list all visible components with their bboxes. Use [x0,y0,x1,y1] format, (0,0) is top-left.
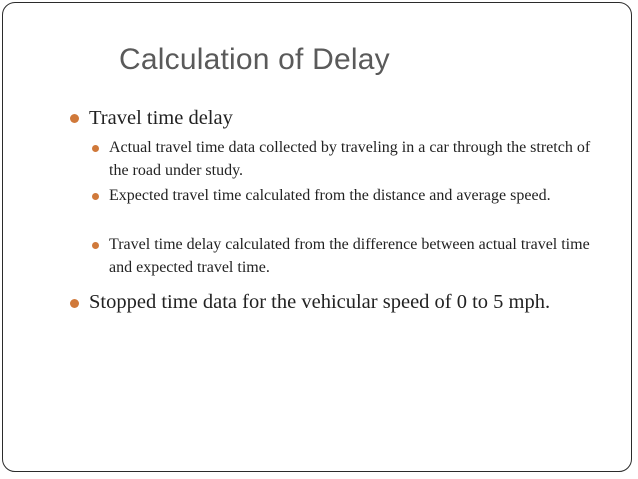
sub-bullet-travel-time-delay-calc: Travel time delay calculated from the difference between actual travel time and expected travel time. [109,236,590,276]
slide-title: Calculation of Delay [119,43,390,76]
sub-bullet-dot-icon [92,193,99,200]
bullet-stopped-time: Stopped time data for the vehicular speed of 0 to 5 mph. [89,291,551,313]
sub-bullet-actual-travel-time: Actual travel time data collected by traveling in a car through the stretch of the road under study. [109,139,591,179]
bullet-dot-icon [70,299,79,308]
sub-bullet-dot-icon [92,145,99,152]
slide [2,2,632,472]
bullet-travel-time-delay: Travel time delay [89,107,233,129]
sub-bullet-dot-icon [92,242,99,249]
bullet-dot-icon [70,114,79,123]
sub-bullet-expected-travel-time: Expected travel time calculated from the distance and average speed. [109,187,551,204]
